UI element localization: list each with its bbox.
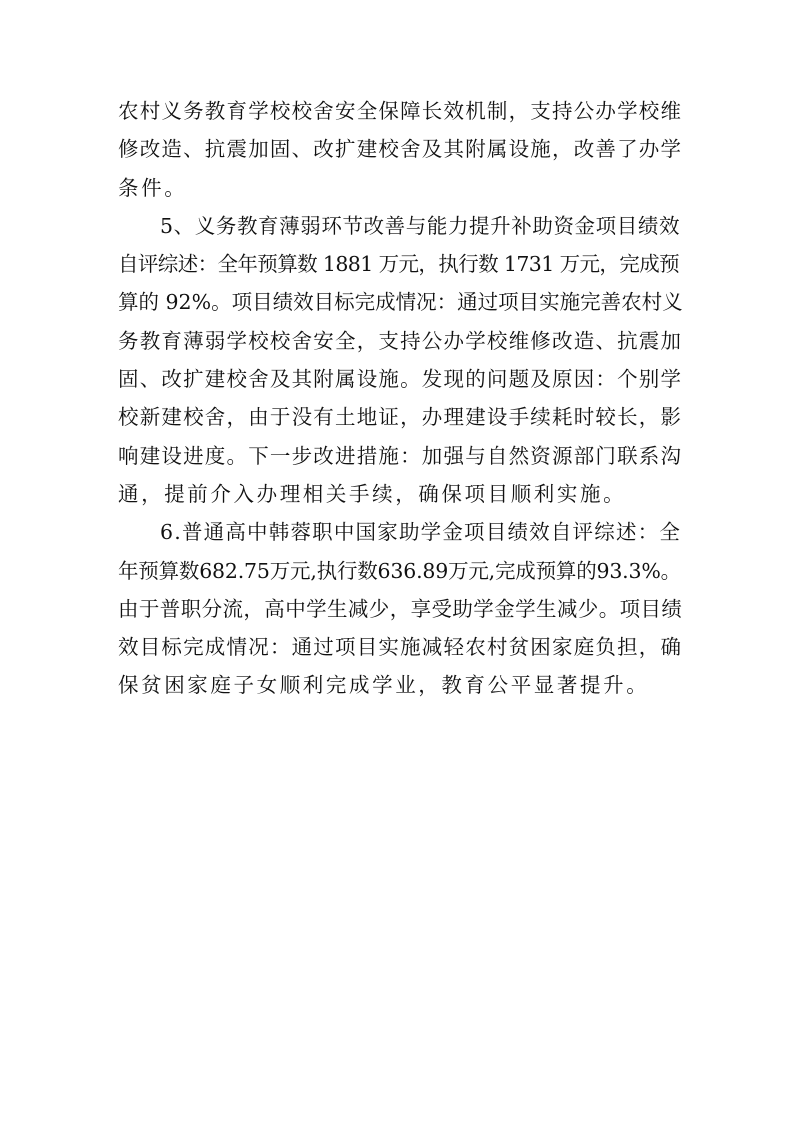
paragraph-line: 农村义务教育学校校舍安全保障长效机制，支持公办学校维 (118, 99, 683, 123)
paragraph-line: 响建设进度。下一步改进措施：加强与自然资源部门联系沟 (118, 443, 683, 468)
paragraph-line: 通，提前介入办理相关手续，确保项目顺利实施。 (118, 481, 627, 506)
paragraph-line: 年预算数682.75万元,执行数636.89万元,完成预算的93.3%。 (118, 558, 681, 583)
paragraph-line: 务教育薄弱学校校舍安全，支持公办学校维修改造、抗震加 (118, 328, 683, 353)
paragraph-line: 自评综述：全年预算数 1881 万元，执行数 1731 万元，完成预 (118, 252, 680, 277)
paragraph-line: 校新建校舍，由于没有土地证，办理建设手续耗时较长，影 (118, 405, 683, 430)
paragraph-line: 由于普职分流，高中学生减少，享受助学金学生减少。项目绩 (118, 596, 683, 621)
document-body (118, 92, 684, 705)
paragraph-line: 条件。 (118, 175, 188, 200)
paragraph-line: 修改造、抗震加固、改扩建校舍及其附属设施，改善了办学 (118, 137, 683, 162)
paragraph-line: 效目标完成情况：通过项目实施减轻农村贫困家庭负担，确 (118, 635, 683, 660)
paragraph-line: 5、义务教育薄弱环节改善与能力提升补助资金项目绩效 (160, 213, 681, 238)
paragraph-line: 固、改扩建校舍及其附属设施。发现的问题及原因：个别学 (118, 367, 683, 392)
paragraph-line: 保贫困家庭子女顺利完成学业，教育公平显著提升。 (118, 673, 650, 698)
paragraph-line: 6.普通高中韩蓉职中国家助学金项目绩效自评综述：全 (160, 520, 682, 545)
paragraph-line: 算的 92%。项目绩效目标完成情况：通过项目实施完善农村义 (118, 290, 683, 315)
